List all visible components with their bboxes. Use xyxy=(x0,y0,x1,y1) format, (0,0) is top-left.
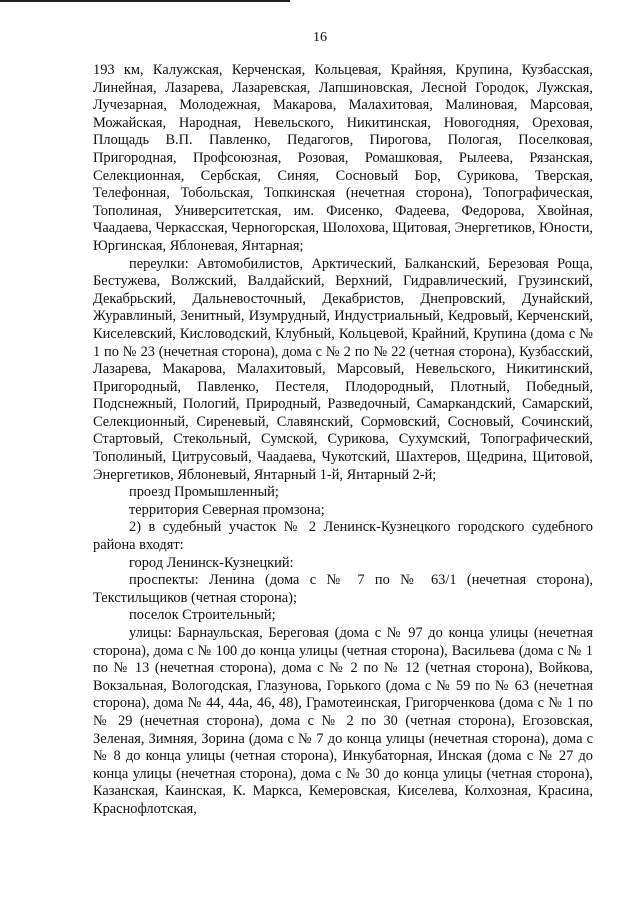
paragraph-passage: проезд Промышленный; xyxy=(129,484,279,501)
paragraph-streets: улицы: Барнаульская, Береговая (дома с № 97 до конца улицы (нечетная сторона), дома с № 100 до конца улицы (четная сторона), Васильева (дома с № 1 по № 13 (нечетная сторона), дома с № 2 по № 12 (четная сторона), Войкова, Вокзальная, Вологодская, Глазунова, Горького (дома с № 59 по № 63 (нечетная сторона), дома № 44, 44а, 46, 48), Грамотеинская, Григорченкова (дома с № 1 по № 29 (нечетная сторона), дома с № 2 по 30 (четная сторона), Егозовская, Зеленая, Зимняя, Зорина (дома с № 7 до конца улицы (нечетная сторона), дома с № 8 до конца улицы (четная сторона), Инкубаторная, Инская (дома с № 27 до конца улицы (нечетная сторона), дома с № 30 до конца улицы (четная сторона), Казанская, Каинская, К. Маркса, Кемеровская, Киселева, Колхозная, Красина, Краснофлотская, xyxy=(93,625,593,817)
page-number: 16 xyxy=(313,30,327,45)
paragraph-section-2: 2) в судебный участок № 2 Ленинск-Кузнецкого городского судебного района входят: xyxy=(93,519,593,554)
header-rule xyxy=(0,0,290,2)
paragraph-territory: территория Северная промзона; xyxy=(129,501,325,518)
paragraph-settlement: поселок Строительный; xyxy=(129,607,276,624)
paragraph-lanes: переулки: Автомобилистов, Арктический, Балканский, Березовая Роща, Бестужева, Волжский, Валдайский, Верхний, Гидравлический, Грузинский, Декабрьский, Дальневосточный, Декабристов, Днепровский, Дунайский, Журавлиный, Зенитный, Изумрудный, Индустриальный, Кедровый, Керченский, Киселевский, Кисловодский, Клубный, Кольцевой, Крайний, Крупина (дома с № 1 по № 23 (нечетная сторона), дома с № 2 по № 22 (четная сторона), Кузбасский, Лазарева, Макарова, Малахитовый, Марсовый, Невельского, Никитинский, Пригородный, Павленко, Пестеля, Плодородный, Плотный, Победный, Подснежный, Пологий, Природный, Разведочный, Самаркандский, Самарский, Селекционный, Сиреневый, Славянский, Сормовский, Сосновый, Сочинский, Стартовый, Стекольный, Сумской, Сурикова, Сухумский, Топографический, Тополиный, Цитрусовый, Чаадаева, Чукотский, Шахтеров, Щедрина, Щитовой, Энергетиков, Яблоневый, Янтарный 1-й, Янтарный 2-й; xyxy=(93,255,593,483)
paragraph-avenues: проспекты: Ленина (дома с № 7 по № 63/1 (нечетная сторона), Текстильщиков (четная сторона); xyxy=(93,572,593,606)
paragraph-city: город Ленинск-Кузнецкий: xyxy=(129,554,294,571)
paragraph-streets-continued: 193 км, Калужская, Керченская, Кольцевая, Крайняя, Крупина, Кузбасская, Линейная, Лазарева, Лазаревская, Лапшиновская, Лесной Городок, Лужская, Лучезарная, Молодежная, Макарова, Малахитовая, Малиновая, Марсовая, Можайская, Народная, Невельского, Никитинская, Новогодняя, Ореховая, Площадь В.П. Павленко, Педагогов, Пирогова, Пологая, Поселковая, Пригородная, Профсоюзная, Розовая, Ромашковая, Рылеева, Рязанская, Селекционная, Сербская, Синяя, Сосновый Бор, Сурикова, Тверская, Телефонная, Тобольская, Топкинская (нечетная сторона), Топографическая, Тополиная, Университетская, им. Фисенко, Фадеева, Федорова, Хвойная, Чаадаева, Черкасская, Черногорская, Шолохова, Щитовая, Энергетиков, Юности, Юргинская, Яблоневая, Янтарная; xyxy=(93,62,593,254)
document-body xyxy=(93,62,593,819)
